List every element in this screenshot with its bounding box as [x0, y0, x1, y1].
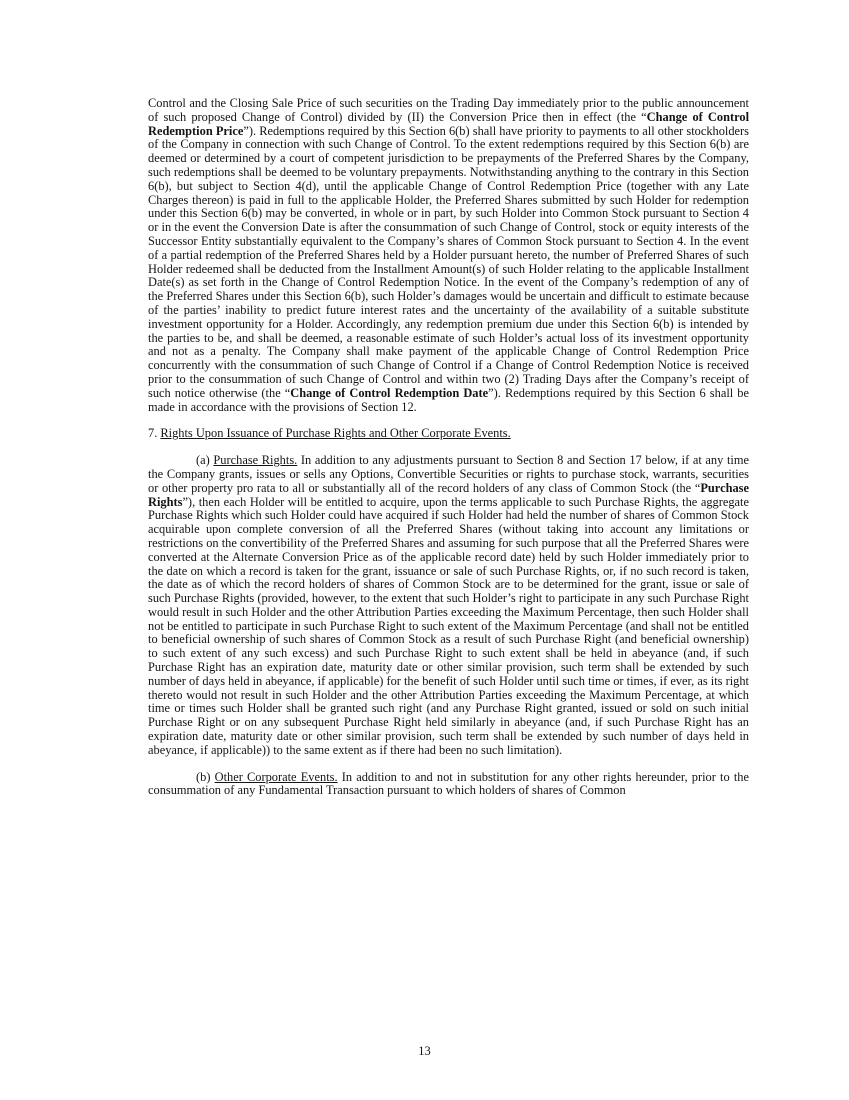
page-number: 13 — [418, 1044, 431, 1058]
defined-term: Purchase Rights — [148, 480, 749, 509]
defined-term: Change of Control Redemption Price — [148, 109, 750, 138]
document-page — [148, 97, 749, 798]
paragraph-text: Control and the Closing Sale Price of such securities on the Trading Day immediately prior to the public announcement of such proposed Change of Control) divided by (II) the Conversion Price then in effect (the “ — [148, 96, 749, 124]
section-6b-paragraph — [148, 97, 749, 414]
section-7-heading — [148, 427, 749, 441]
paragraph-text: In addition to any adjustments pursuant to Section 8 and Section 17 below, if at any time the Company grants, issues or sells any Options, Convertible Securities or rights to purchase stock, warrants, securities or other property pro rata to all or substantially all of the record holders of any class of Common Stock (the “ — [148, 453, 749, 495]
section-number: 7. — [148, 426, 161, 441]
section-title: Rights Upon Issuance of Purchase Rights and Other Corporate Events. — [160, 426, 511, 441]
subsection-title: Other Corporate Events. — [214, 769, 338, 784]
section-7b-paragraph — [148, 771, 749, 799]
paragraph-text: ”). Redemptions required by this Section 6 shall be made in accordance with the provisions of Section 12. — [148, 385, 749, 414]
paragraph-text: ”). Redemptions required by this Section 6(b) shall have priority to payments to all other stockholders of the Company in connection with such Change of Control. To the extent redemptions required by this Section 6(b) are deemed or determined by a court of competent jurisdiction to be prepayments of the Preferred Shares by the Company, such redemptions shall be deemed to be voluntary prepayments. Notwithstanding anything to the contrary in this Section 6(b), but subject to Section 4(d), until the applicable Change of Control Redemption Price (together with any Late Charges thereon) is paid in full to the applicable Holder, the Preferred Shares submitted by such Holder for redemption under this Section 6(b) may be converted, in whole or in part, by such Holder into Common Stock pursuant to Section 4 or in the event the Conversion Date is after the consummation of such Change of Control, stock or equity interests of the Successor Entity substantially equivalent to the Company’s shares of Common Stock pursuant to Section 4. In the event of a partial redemption of the Preferred Shares held by a Holder pursuant hereto, the number of Preferred Shares of such Holder redeemed shall be deducted from the Installment Amount(s) of such Holder relating to the applicable Installment Date(s) as set forth in the Change of Control Redemption Notice. In the event of the Company’s redemption of any of the Preferred Shares under this Section 6(b), such Holder’s damages would be uncertain and difficult to estimate because of the parties’ inability to predict future interest rates and the uncertainty of the availability of a suitable substitute investment opportunity for a Holder. Accordingly, any redemption premium due under this Section 6(b) is intended by the parties to be, and shall be deemed, a reasonable estimate of such Holder’s actual loss of its investment opportunity and not as a penalty. The Company shall make payment of the applicable Change of Control Redemption Price concurrently with the consummation of such Change of Control if a Change of Control Redemption Notice is received prior to the consummation of such Change of Control and within two (2) Trading Days after the Company’s receipt of such notice otherwise (the “ — [148, 123, 749, 400]
paragraph-text: In addition to and not in substitution for any other rights hereunder, prior to the consummation of any Fundamental Transaction pursuant to which holders of shares of Common — [148, 769, 749, 798]
paragraph-text: ”), then each Holder will be entitled to acquire, upon the terms applicable to such Purchase Rights, the aggregate Purchase Rights which such Holder could have acquired if such Holder had held the number of shares of Common Stock acquirable upon complete conversion of all the Preferred Shares (without taking into account any limitations or restrictions on the convertibility of the Preferred Shares and assuming for such purpose that all the Preferred Shares were converted at the Alternate Conversion Price as of the applicable record date) held by such Holder immediately prior to the date on which a record is taken for the grant, issuance or sale of such Purchase Rights, or, if no such record is taken, the date as of which the record holders of shares of Common Stock are to be determined for the grant, issue or sale of such Purchase Rights (provided, however, to the extent that such Holder’s right to participate in any such Purchase Right would result in such Holder and the other Attribution Parties exceeding the Maximum Percentage, then such Holder shall not be entitled to participate in such Purchase Right to such extent of the Maximum Percentage (and shall not be entitled to beneficial ownership of such shares of Common Stock as a result of such Purchase Right (and beneficial ownership) to such extent of any such excess) and such Purchase Right to such extent shall be held in abeyance (and, if such Purchase Right has an expiration date, maturity date or other similar provision, such term shall be extended by such number of days held in abeyance, if applicable) for the benefit of such Holder until such time or times, if ever, as its right thereto would not result in such Holder and the other Attribution Parties exceeding the Maximum Percentage, at which time or times such Holder shall be granted such right (and any Purchase Right granted, issued or sold on such initial Purchase Right or on any subsequent Purchase Right held similarly in abeyance (and, if such Purchase Right has an expiration date, maturity date or other similar provision, such term shall be extended by such number of days held in abeyance, if applicable)) to the same extent as if there had been no such limitation). — [148, 494, 749, 757]
defined-term: Change of Control Redemption Date — [290, 385, 489, 400]
subsection-label: (a) — [196, 453, 214, 468]
subsection-title: Purchase Rights. — [213, 453, 298, 468]
subsection-label: (b) — [196, 769, 215, 784]
section-7a-paragraph — [148, 454, 749, 758]
